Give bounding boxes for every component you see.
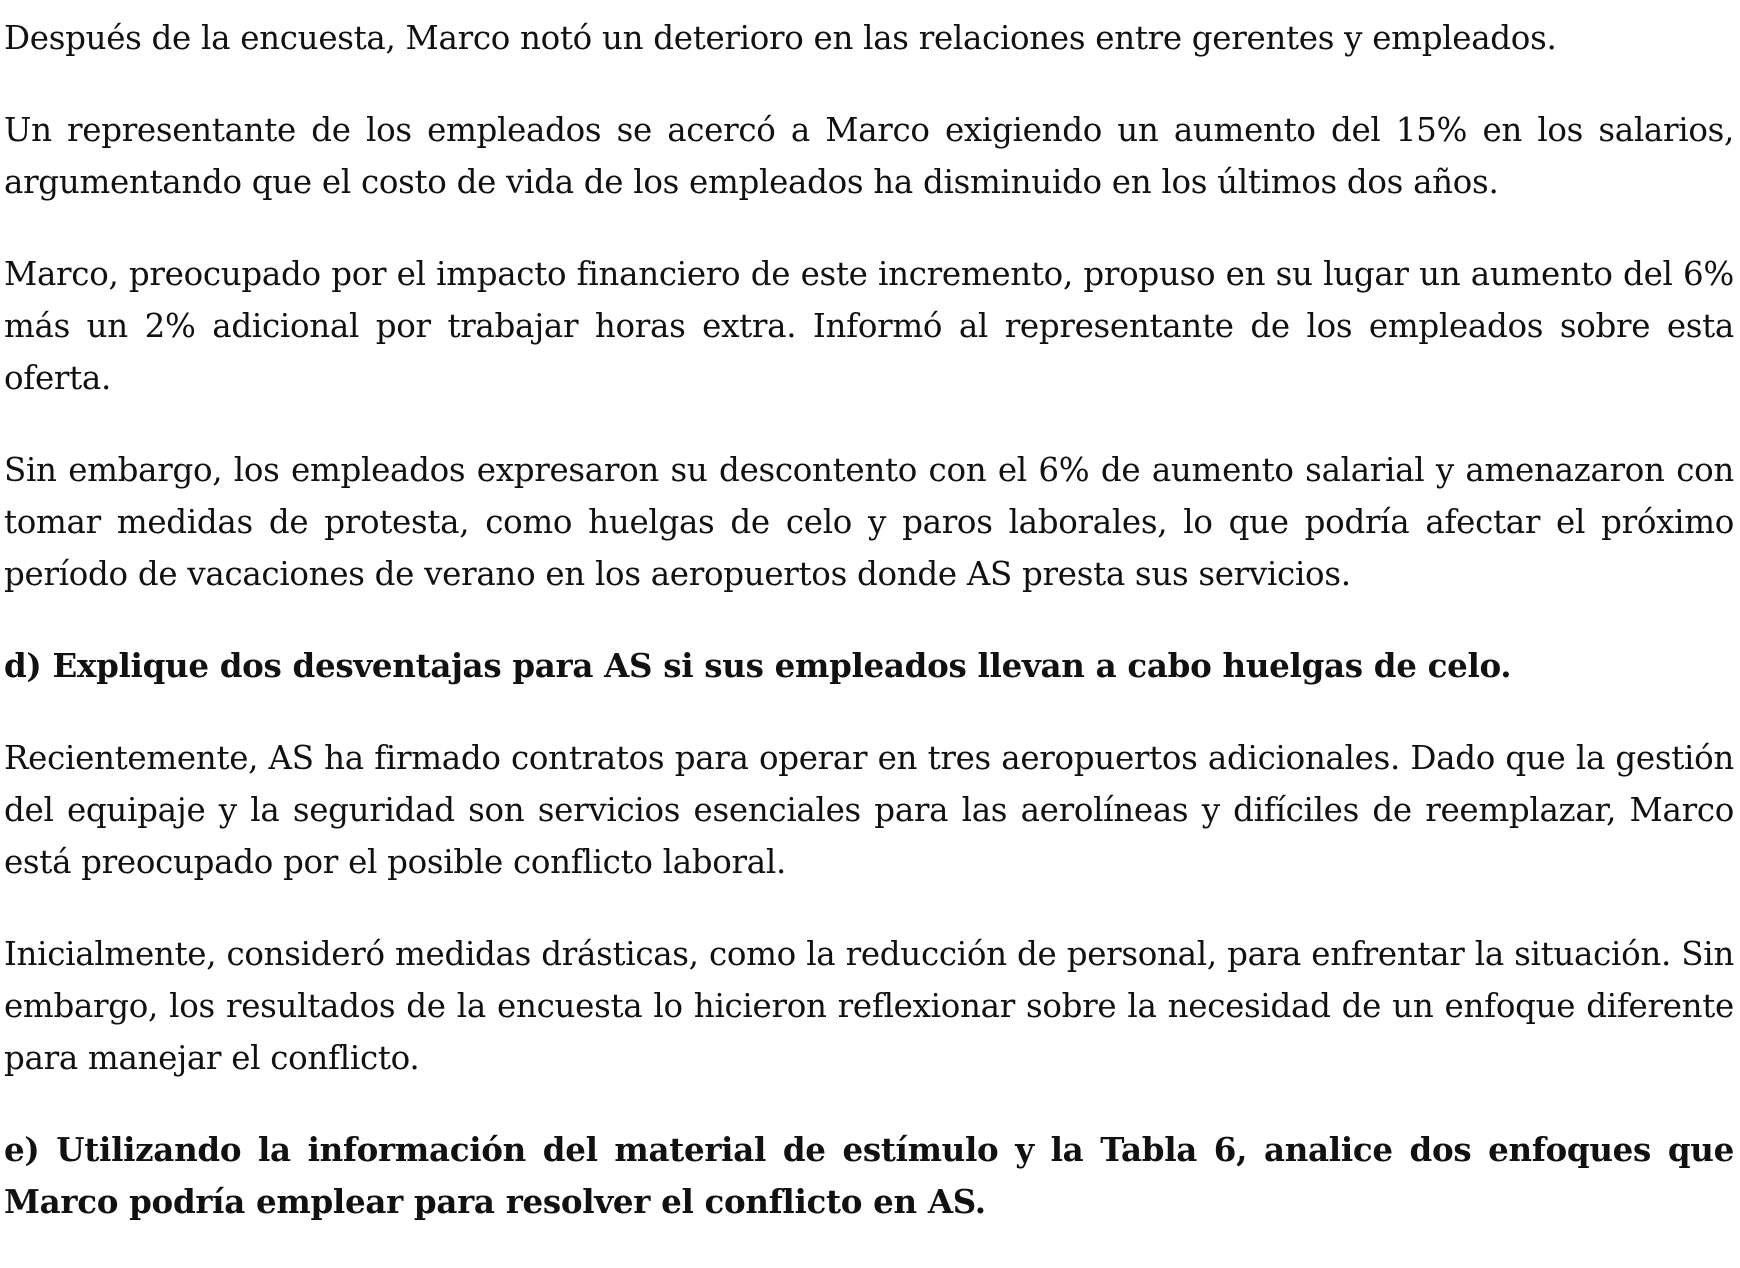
paragraph-survey-deterioration: Después de la encuesta, Marco notó un deterioro en las relaciones entre gerentes y empleados. xyxy=(4,19,1557,57)
paragraph-protest-threat: Sin embargo, los empleados expresaron su descontento con el 6% de aumento salarial y amenazaron con tomar medidas de protesta, como huelgas de celo y paros laborales, lo que podría afectar el próximo período de vacaciones de verano en los aeropuertos donde AS presta sus servicios. xyxy=(4,451,1734,593)
document-body xyxy=(4,12,1734,1268)
paragraph-new-contracts: Recientemente, AS ha firmado contratos para operar en tres aeropuertos adicionales. Dado que la gestión del equipaje y la seguridad son servicios esenciales para las aerolíneas y difíciles de reemplazar, Marco está preocupado por el posible conflicto laboral. xyxy=(4,739,1734,881)
question-d: d) Explique dos desventajas para AS si sus empleados llevan a cabo huelgas de celo. xyxy=(4,646,1512,685)
paragraph-counter-offer: Marco, preocupado por el impacto financiero de este incremento, propuso en su lugar un aumento del 6% más un 2% adicional por trabajar horas extra. Informó al representante de los empleados sobre esta oferta. xyxy=(4,255,1734,397)
question-e: e) Utilizando la información del material de estímulo y la Tabla 6, analice dos enfoques que Marco podría emplear para resolver el conflicto en AS. xyxy=(4,1130,1734,1221)
paragraph-drastic-measures: Inicialmente, consideró medidas drásticas, como la reducción de personal, para enfrentar la situación. Sin embargo, los resultados de la encuesta lo hicieron reflexionar sobre la necesidad de un enfoque diferente para manejar el conflicto. xyxy=(4,935,1734,1077)
paragraph-salary-demand: Un representante de los empleados se acercó a Marco exigiendo un aumento del 15% en los salarios, argumentando que el costo de vida de los empleados ha disminuido en los últimos dos años. xyxy=(4,111,1734,201)
